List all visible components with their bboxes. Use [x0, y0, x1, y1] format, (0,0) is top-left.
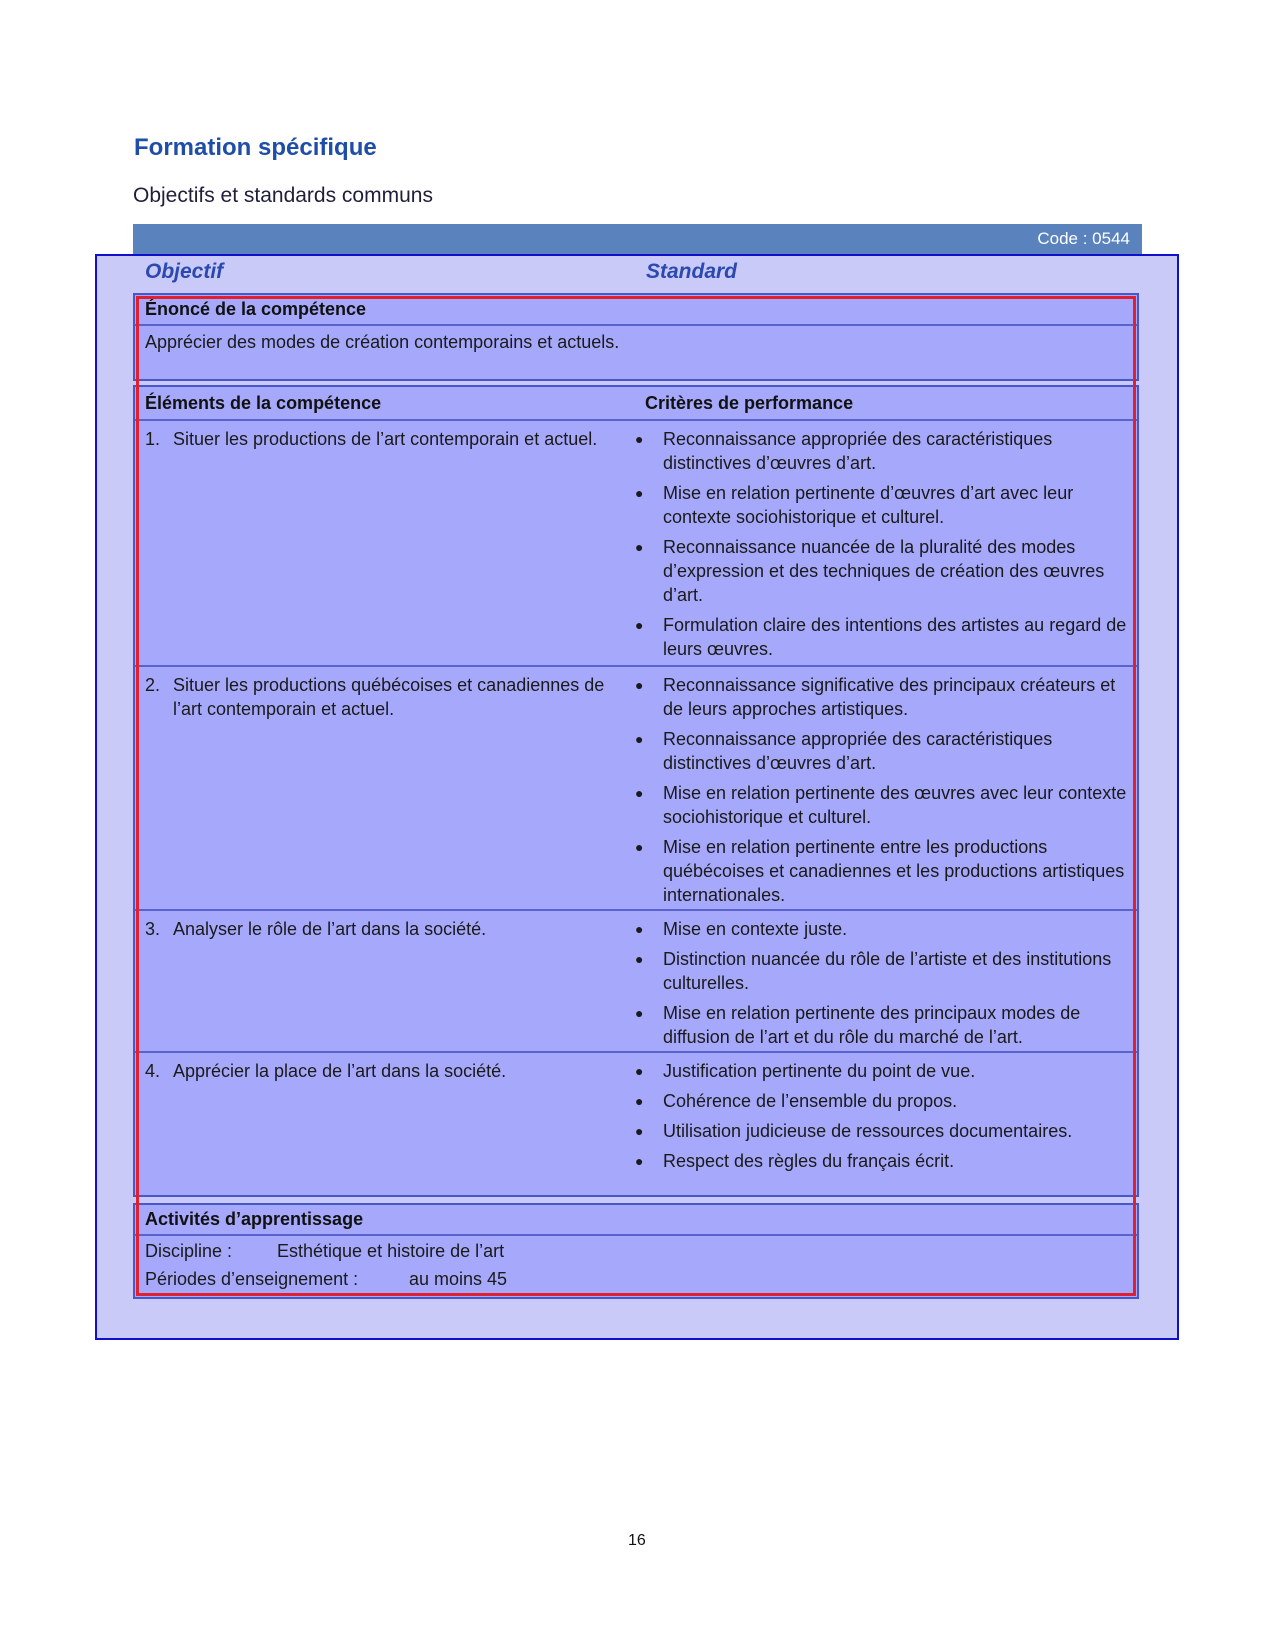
element-cell	[135, 421, 635, 665]
criterion	[635, 1149, 1135, 1173]
elements-panel	[133, 385, 1139, 1197]
course-code: Code : 0544	[1037, 229, 1130, 248]
criterion-text: Respect des règles du français écrit.	[663, 1151, 955, 1171]
enonce-text: Apprécier des modes de création contemporains et actuels.	[145, 332, 620, 352]
elements-header: Éléments de la compétence	[145, 393, 382, 413]
element-number: 2.	[145, 675, 161, 695]
criterion-text: Reconnaissance significative des principaux créateurs et de leurs approches artistiques.	[663, 675, 1116, 719]
criterion	[635, 727, 1135, 775]
criterion-text: Mise en relation pertinente d’œuvres d’art avec leur contexte sociohistorique et culturel.	[663, 483, 1074, 527]
enonce-panel	[133, 293, 1139, 381]
elements-header-row	[135, 387, 1137, 421]
criterion-text: Mise en relation pertinente des principaux modes de diffusion de l’art et du rôle du marché de l’art.	[663, 1003, 1081, 1047]
bullet-icon: ●	[635, 1123, 644, 1139]
discipline-value: Esthétique et histoire de l’art	[277, 1241, 505, 1261]
bullet-icon: ●	[635, 785, 644, 801]
criterion-text: Mise en contexte juste.	[663, 919, 848, 939]
discipline-line	[135, 1236, 1137, 1264]
bullet-icon: ●	[635, 1153, 644, 1169]
criterion	[635, 1089, 1135, 1113]
criterion-text: Utilisation judicieuse de ressources documentaires.	[663, 1121, 1073, 1141]
column-headings	[145, 258, 1145, 288]
criteria-cell	[635, 1053, 1135, 1199]
criterion	[635, 673, 1135, 721]
objectif-heading: Objectif	[145, 260, 224, 283]
bullet-icon: ●	[635, 677, 644, 693]
page-number: 16	[628, 1532, 646, 1549]
criterion-text: Cohérence de l’ensemble du propos.	[663, 1091, 958, 1111]
bullet-icon: ●	[635, 921, 644, 937]
criterion	[635, 613, 1135, 661]
criterion	[635, 481, 1135, 529]
criterion-text: Formulation claire des intentions des artistes au regard de leurs œuvres.	[663, 615, 1127, 659]
element-number: 1.	[145, 429, 161, 449]
element-row	[135, 1053, 1137, 1199]
criterion-text: Reconnaissance appropriée des caractéristiques distinctives d’œuvres d’art.	[663, 429, 1053, 473]
criterion	[635, 1059, 1135, 1083]
element-cell	[135, 911, 635, 1051]
bullet-icon: ●	[635, 431, 644, 447]
element-text: Situer les productions de l’art contemporain et actuel.	[173, 429, 598, 449]
page-subtitle: Objectifs et standards communs	[133, 184, 433, 207]
enonce-title: Énoncé de la compétence	[135, 295, 1137, 326]
activities-title: Activités d’apprentissage	[135, 1205, 1137, 1236]
criterion-text: Reconnaissance appropriée des caractéristiques distinctives d’œuvres d’art.	[663, 729, 1053, 773]
discipline-label: Discipline :	[145, 1241, 233, 1261]
criterion	[635, 427, 1135, 475]
element-row	[135, 421, 1137, 667]
bullet-icon: ●	[635, 1063, 644, 1079]
bullet-icon: ●	[635, 951, 644, 967]
criterion-text: Mise en relation pertinente des œuvres avec leur contexte sociohistorique et culturel.	[663, 783, 1127, 827]
element-text: Apprécier la place de l’art dans la société.	[173, 1061, 507, 1081]
criterion	[635, 947, 1135, 995]
code-band	[133, 224, 1142, 254]
criteria-cell	[635, 421, 1135, 665]
criterion	[635, 835, 1135, 907]
criterion-text: Distinction nuancée du rôle de l’artiste et des institutions culturelles.	[663, 949, 1112, 993]
bullet-icon: ●	[635, 1093, 644, 1109]
criteria-cell	[635, 667, 1135, 909]
criteria-header: Critères de performance	[645, 393, 854, 413]
bullet-icon: ●	[635, 1005, 644, 1021]
criterion-text: Reconnaissance nuancée de la pluralité des modes d’expression et des techniques de création des œuvres d’art.	[663, 537, 1105, 605]
bullet-icon: ●	[635, 485, 644, 501]
element-text: Situer les productions québécoises et canadiennes de l’art contemporain et actuel.	[173, 675, 605, 719]
bullet-icon: ●	[635, 839, 644, 855]
element-number: 4.	[145, 1061, 161, 1081]
page-title: Formation spécifique	[134, 134, 377, 161]
element-row	[135, 911, 1137, 1053]
criterion-text: Mise en relation pertinente entre les productions québécoises et canadiennes et les productions artistiques internationales.	[663, 837, 1125, 905]
bullet-icon: ●	[635, 617, 644, 633]
criterion	[635, 1001, 1135, 1049]
periods-label: Périodes d’enseignement :	[145, 1269, 359, 1289]
element-number: 3.	[145, 919, 161, 939]
element-row	[135, 667, 1137, 911]
bullet-icon: ●	[635, 539, 644, 555]
criterion	[635, 1119, 1135, 1143]
criterion	[635, 781, 1135, 829]
element-cell	[135, 1053, 635, 1199]
criterion	[635, 535, 1135, 607]
element-cell	[135, 667, 635, 909]
criterion	[635, 917, 1135, 941]
standard-heading: Standard	[646, 260, 738, 283]
periods-line	[135, 1264, 1137, 1292]
criterion-text: Justification pertinente du point de vue.	[663, 1061, 976, 1081]
criteria-cell	[635, 911, 1135, 1051]
element-text: Analyser le rôle de l’art dans la société.	[173, 919, 487, 939]
activities-panel	[133, 1203, 1139, 1299]
bullet-icon: ●	[635, 731, 644, 747]
periods-value: au moins 45	[409, 1269, 508, 1289]
